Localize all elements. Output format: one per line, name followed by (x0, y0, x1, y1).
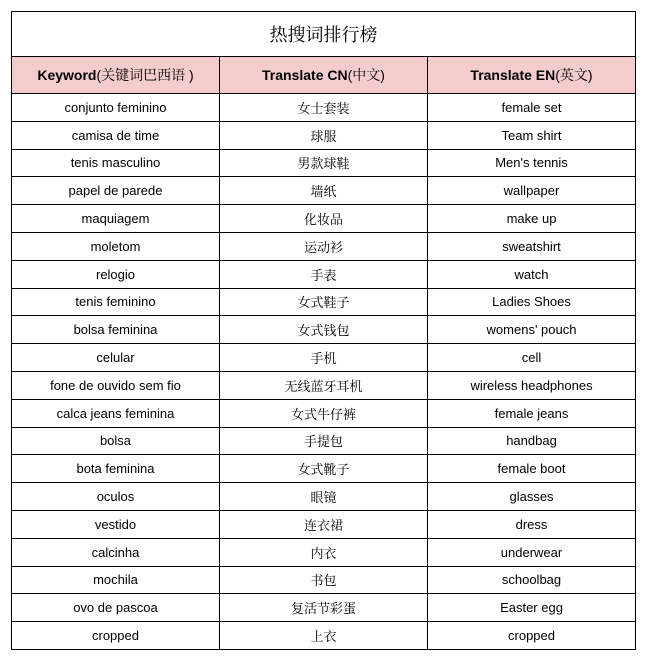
translate-en-cell: Ladies Shoes (428, 288, 636, 316)
header-keyword-main: Keyword (37, 67, 97, 83)
keyword-cell: mochila (12, 566, 220, 594)
title-row (12, 12, 636, 57)
translate-en-cell: womens' pouch (428, 316, 636, 344)
keyword-cell: moletom (12, 232, 220, 260)
header-translate-cn-sub: (中文) (347, 67, 385, 83)
table-row (12, 538, 636, 566)
table-title: 热搜词排行榜 (12, 12, 636, 57)
translate-en-cell: sweatshirt (428, 232, 636, 260)
table-row (12, 427, 636, 455)
translate-cn-cell: 男款球鞋 (220, 149, 428, 177)
translate-cn-cell: 内衣 (220, 538, 428, 566)
keyword-ranking-table (11, 11, 636, 650)
translate-en-cell: female set (428, 94, 636, 122)
keyword-cell: camisa de time (12, 121, 220, 149)
keyword-cell: bolsa (12, 427, 220, 455)
table-row (12, 344, 636, 372)
keyword-cell: tenis feminino (12, 288, 220, 316)
translate-en-cell: cropped (428, 622, 636, 650)
header-keyword (12, 57, 220, 94)
keyword-cell: conjunto feminino (12, 94, 220, 122)
translate-cn-cell: 手提包 (220, 427, 428, 455)
translate-en-cell: dress (428, 510, 636, 538)
keyword-cell: vestido (12, 510, 220, 538)
translate-cn-cell: 书包 (220, 566, 428, 594)
translate-en-cell: Men's tennis (428, 149, 636, 177)
header-translate-en-sub: (英文) (555, 67, 593, 83)
translate-cn-cell: 墙纸 (220, 177, 428, 205)
keyword-cell: celular (12, 344, 220, 372)
translate-cn-cell: 无线蓝牙耳机 (220, 371, 428, 399)
table-row (12, 94, 636, 122)
translate-en-cell: female boot (428, 455, 636, 483)
table-row (12, 622, 636, 650)
keyword-cell: fone de ouvido sem fio (12, 371, 220, 399)
keyword-cell: ovo de pascoa (12, 594, 220, 622)
keyword-cell: calcinha (12, 538, 220, 566)
table-row (12, 260, 636, 288)
translate-en-cell: watch (428, 260, 636, 288)
translate-en-cell: female jeans (428, 399, 636, 427)
translate-en-cell: Easter egg (428, 594, 636, 622)
header-translate-en (428, 57, 636, 94)
header-translate-cn (220, 57, 428, 94)
keyword-ranking-table-container (11, 11, 635, 650)
keyword-cell: oculos (12, 483, 220, 511)
translate-en-cell: underwear (428, 538, 636, 566)
translate-en-cell: Team shirt (428, 121, 636, 149)
header-row (12, 57, 636, 94)
table-row (12, 316, 636, 344)
translate-en-cell: wallpaper (428, 177, 636, 205)
table-row (12, 288, 636, 316)
translate-cn-cell: 女式靴子 (220, 455, 428, 483)
keyword-cell: tenis masculino (12, 149, 220, 177)
table-row (12, 149, 636, 177)
table-row (12, 177, 636, 205)
header-translate-en-main: Translate EN (470, 67, 556, 83)
translate-cn-cell: 女式鞋子 (220, 288, 428, 316)
translate-en-cell: wireless headphones (428, 371, 636, 399)
translate-cn-cell: 手表 (220, 260, 428, 288)
table-row (12, 232, 636, 260)
translate-cn-cell: 上衣 (220, 622, 428, 650)
translate-en-cell: cell (428, 344, 636, 372)
table-row (12, 399, 636, 427)
translate-cn-cell: 眼镜 (220, 483, 428, 511)
table-row (12, 205, 636, 233)
keyword-cell: relogio (12, 260, 220, 288)
translate-cn-cell: 化妆品 (220, 205, 428, 233)
translate-en-cell: handbag (428, 427, 636, 455)
keyword-cell: cropped (12, 622, 220, 650)
translate-cn-cell: 女式牛仔裤 (220, 399, 428, 427)
keyword-cell: bolsa feminina (12, 316, 220, 344)
header-translate-cn-main: Translate CN (262, 67, 348, 83)
translate-en-cell: make up (428, 205, 636, 233)
translate-cn-cell: 手机 (220, 344, 428, 372)
translate-cn-cell: 女士套装 (220, 94, 428, 122)
keyword-cell: bota feminina (12, 455, 220, 483)
translate-cn-cell: 运动衫 (220, 232, 428, 260)
table-row (12, 594, 636, 622)
translate-en-cell: schoolbag (428, 566, 636, 594)
header-keyword-sub: (关键词巴西语 ) (96, 67, 194, 83)
translate-cn-cell: 球服 (220, 121, 428, 149)
keyword-cell: papel de parede (12, 177, 220, 205)
table-row (12, 566, 636, 594)
translate-en-cell: glasses (428, 483, 636, 511)
table-row (12, 483, 636, 511)
table-row (12, 510, 636, 538)
keyword-cell: calca jeans feminina (12, 399, 220, 427)
table-body (12, 94, 636, 650)
translate-cn-cell: 连衣裙 (220, 510, 428, 538)
translate-cn-cell: 复活节彩蛋 (220, 594, 428, 622)
table-row (12, 455, 636, 483)
translate-cn-cell: 女式钱包 (220, 316, 428, 344)
keyword-cell: maquiagem (12, 205, 220, 233)
table-row (12, 121, 636, 149)
table-row (12, 371, 636, 399)
